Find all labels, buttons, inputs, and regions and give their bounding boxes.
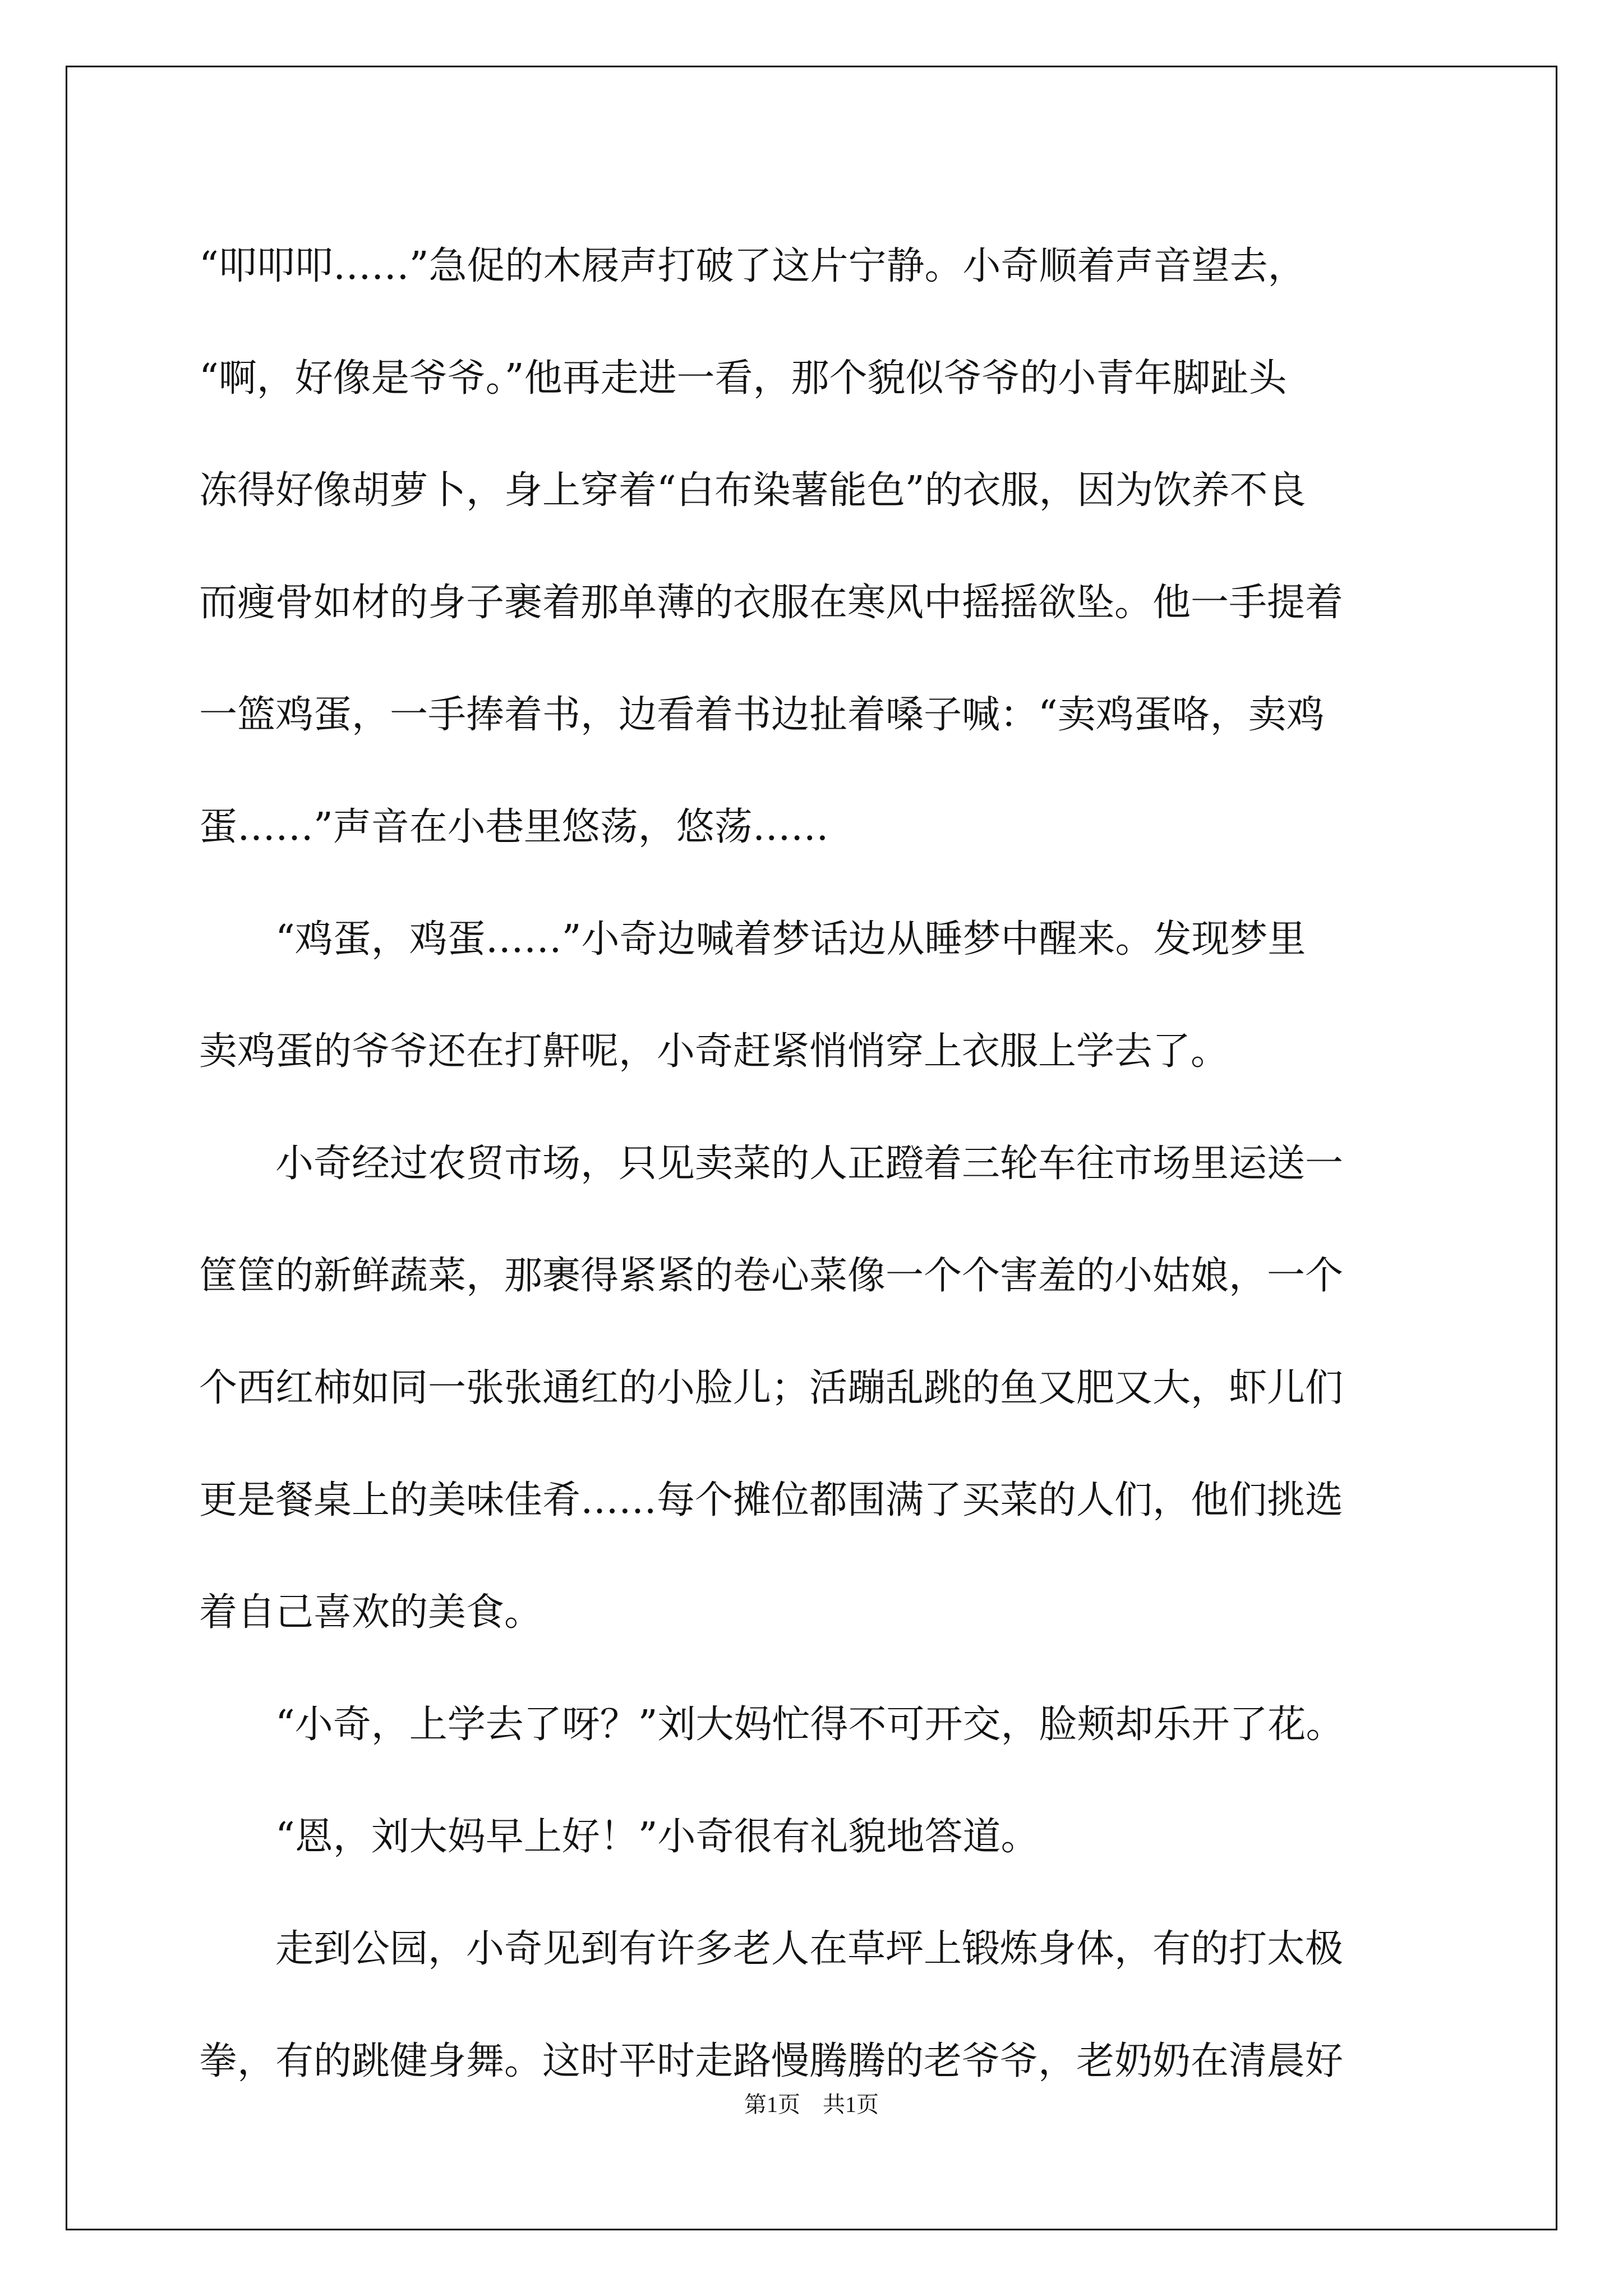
text-line: 拳，有的跳健身舞。这时平时走路慢腾腾的老爷爷，老奶奶在清晨好: [199, 2039, 1344, 2083]
page-number-footer: 第1页 共1页: [744, 2092, 879, 2117]
text-line: “小奇，上学去了呀？”刘大妈忙得不可开交，脸颊却乐开了花。: [199, 1703, 1344, 1747]
text-line: “鸡蛋，鸡蛋……”小奇边喊着梦话边从睡梦中醒来。发现梦里: [199, 917, 1306, 961]
text-line: “啊，好像是爷爷。”他再走进一看，那个貌似爷爷的小青年脚趾头: [199, 356, 1287, 401]
text-line: 小奇经过农贸市场，只见卖菜的人正蹬着三轮车往市场里运送一: [199, 1142, 1344, 1186]
text-line: 卖鸡蛋的爷爷还在打鼾呢，小奇赶紧悄悄穿上衣服上学去了。: [199, 1029, 1229, 1074]
text-line: “叩叩叩……”急促的木屐声打破了这片宁静。小奇顺着声音望去，: [199, 244, 1306, 288]
text-line: 走到公园，小奇见到有许多老人在草坪上锻炼身体，有的打太极: [199, 1927, 1344, 1971]
text-line: 一篮鸡蛋，一手捧着书，边看着书边扯着嗓子喊：“卖鸡蛋咯，卖鸡: [199, 693, 1325, 737]
text-line: 着自己喜欢的美食。: [199, 1590, 543, 1635]
document-body: [199, 210, 1433, 2118]
text-line: 冻得好像胡萝卜，身上穿着“白布染薯能色”的衣服，因为饮养不良: [199, 468, 1306, 513]
text-line: 筐筐的新鲜蔬菜，那裹得紧紧的卷心菜像一个个害羞的小姑娘，一个: [199, 1254, 1344, 1298]
text-line: 而瘦骨如材的身子裹着那单薄的衣服在寒风中摇摇欲坠。他一手提着: [199, 581, 1344, 625]
text-line: 蛋……”声音在小巷里悠荡，悠荡……: [199, 805, 829, 849]
text-line: “恩，刘大妈早上好！”小奇很有礼貌地答道。: [199, 1815, 1039, 1859]
text-line: 更是餐桌上的美味佳肴……每个摊位都围满了买菜的人们，他们挑选: [199, 1478, 1344, 1522]
text-line: 个西红柿如同一张张通红的小脸儿；活蹦乱跳的鱼又肥又大，虾儿们: [199, 1366, 1344, 1410]
